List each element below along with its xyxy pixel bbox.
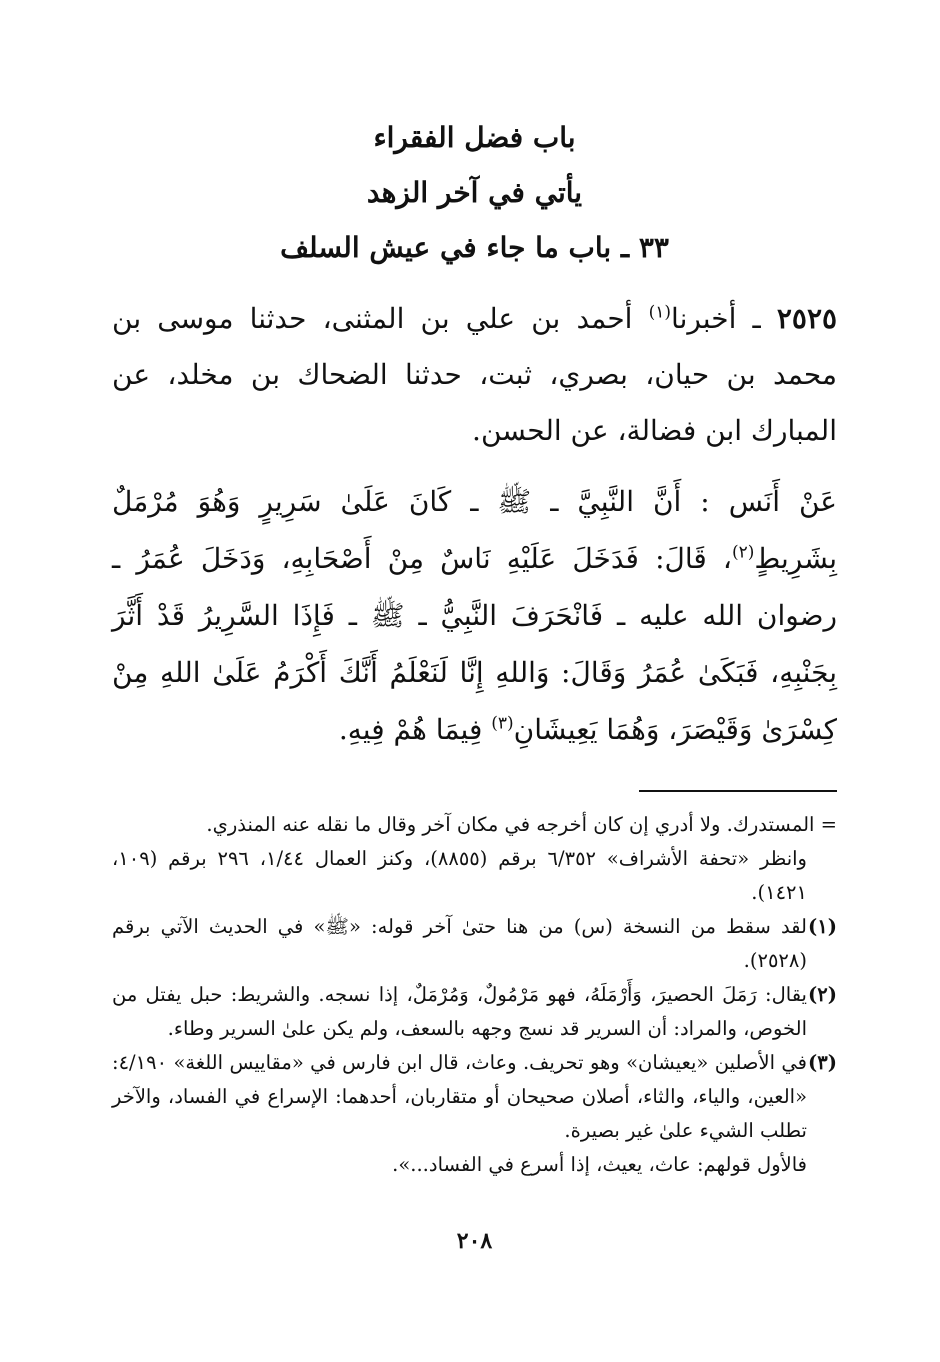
isnad-start: ـ أخبرنا	[671, 302, 761, 335]
book-page	[112, 110, 837, 1280]
footnotes-block	[112, 808, 837, 1182]
footnote-1-text: لقد سقط من النسخة (س) من هنا حتىٰ آخر قوله: «ﷺ» في الحديث الآتي برقم (٢٥٢٨).	[112, 915, 807, 972]
footnote-2-marker: (٢)	[808, 983, 837, 1006]
footnote-2	[112, 978, 837, 1046]
matn-part-3: فِيمَا هُمْ فِيهِ.	[338, 713, 492, 746]
footnote-ref-1[interactable]: (١)	[648, 302, 672, 323]
page-number: ٢٠٨	[456, 1228, 493, 1254]
footnote-2-text: يقال: رَمَلَ الحصيرَ، وَأَرْمَلَهُ، فهو مَرْمُولٌ، وَمُرْمَلٌ، إذا نسجه. والشريط: حبل يفتل من الخوص، والمراد: أن السرير قد نسج وجهه بالسعف، ولم يكن علىٰ السرير وطاء.	[112, 983, 807, 1040]
section-title: ٣٣ ـ باب ما جاء في عيش السلف	[280, 231, 669, 264]
matn-part-1: عَنْ أَنَس : أَنَّ النَّبِيَّ ـ ﷺ ـ كَانَ عَلَىٰ سَرِيرٍ وَهُوَ مُرْمَلٌ بِشَرِيطٍ	[112, 485, 837, 575]
hadith-isnad	[112, 291, 837, 459]
footnote-continuation-1: = المستدرك. ولا أدري إن كان أخرجه في مكان آخر وقال ما نقله عنه المنذري.	[206, 813, 837, 836]
footnote-3-marker: (٣)	[808, 1051, 837, 1074]
footnote-3-text: في الأصلين «يعيشان» وهو تحريف. وعاث، قال ابن فارس في «مقاييس اللغة» ٤/١٩٠: «العين، والياء، والثاء، أصلان صحيحان أو متقاربان، أحدهما: الإسراع في الفساد، والآخر تطلب الشيء علىٰ غير بصيرة.	[112, 1051, 807, 1142]
footnote-1	[112, 910, 837, 978]
isnad-text: أحمد بن علي بن المثنى، حدثنا موسى بن محمد بن حيان، بصري، ثبت، حدثنا الضحاك بن مخلد، عن المبارك ابن فضالة، عن الحسن.	[112, 302, 837, 447]
footnote-1-marker: (١)	[808, 915, 837, 938]
footnote-separator	[639, 790, 837, 792]
headings-block	[112, 110, 837, 275]
matn-part-2: ، قَالَ: فَدَخَلَ عَلَيْهِ نَاسٌ مِنْ أَصْحَابِهِ، وَدَخَلَ عُمَرُ ـ رضوان الله عليه ـ فَانْحَرَفَ النَّبِيُّ ـ ﷺ ـ فَإِذَا السَّرِيرُ قَدْ أَثَّرَ بِجَنْبِهِ، فَبَكَىٰ عُمَرُ وَقَالَ: وَاللهِ إِنَّا لَنَعْلَمُ أَنَّكَ أَكْرَمُ عَلَىٰ اللهِ مِنْ كِسْرَىٰ وَقَيْصَرَ، وَهُمَا يَعِيشَانِ	[112, 542, 837, 746]
footnote-continuation-2: وانظر «تحفة الأشراف» ٦/٣٥٢ برقم (٨٨٥٥)، وكنز العمال ١/٤٤، ٢٩٦ برقم (١٠٩، ١٤٢١).	[112, 847, 807, 904]
footnote-ref-3[interactable]: (٣)	[491, 713, 514, 734]
hadith-number: ٢٥٢٥	[776, 302, 838, 335]
chapter-note: يأتي في آخر الزهد	[366, 176, 583, 209]
footnote-ref-2[interactable]: (٢)	[731, 542, 755, 563]
footnote-3	[112, 1046, 837, 1148]
footnote-3-continuation: فالأول قولهم: عاث، يعيث، إذا أسرع في الفساد...».	[392, 1153, 807, 1176]
hadith-matn	[112, 473, 837, 758]
chapter-title: باب فضل الفقراء	[373, 121, 576, 154]
